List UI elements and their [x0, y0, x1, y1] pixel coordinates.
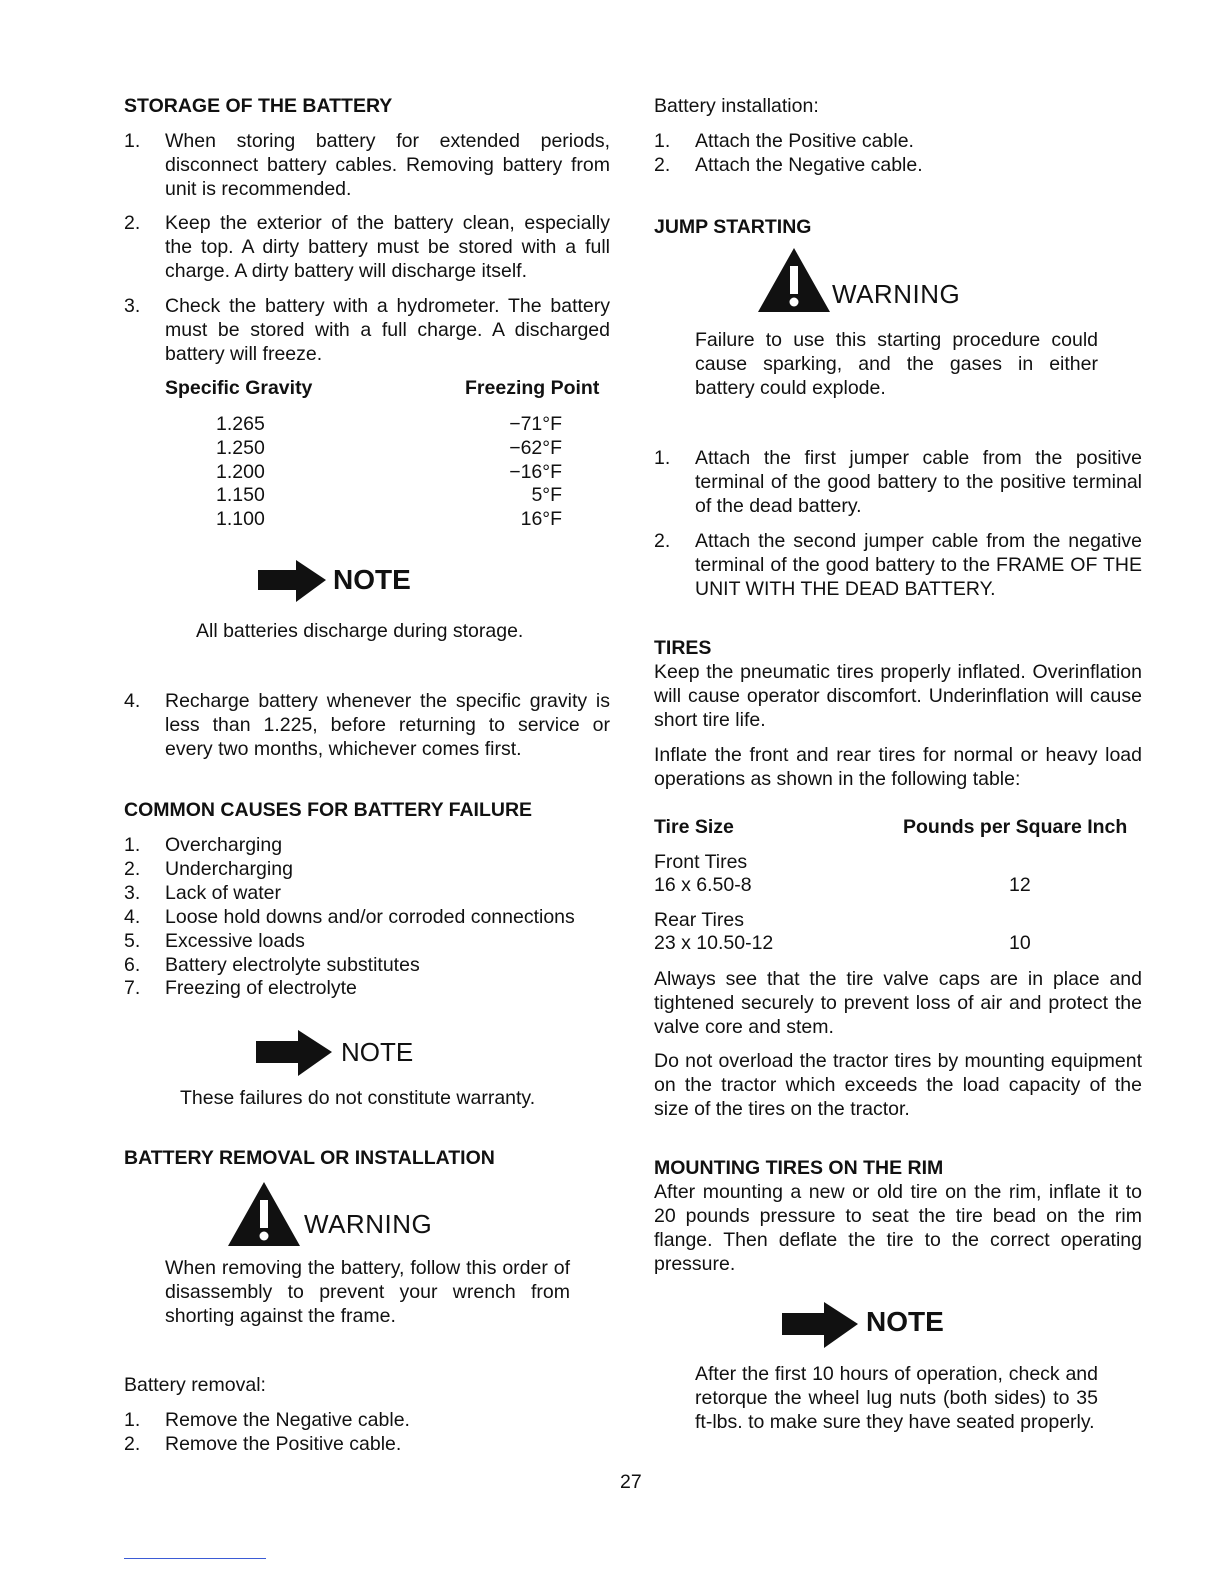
storage-heading: STORAGE OF THE BATTERY	[124, 95, 393, 117]
note-label: NOTE	[866, 1306, 944, 1337]
storage-note-text: All batteries discharge during storage.	[196, 620, 524, 642]
causes-note-text: These failures do not constitute warranty.	[180, 1087, 536, 1109]
tires-para-1: Keep the pneumatic tires properly inflated. Overinflation will cause operator discomfort. Underinflation will cause short tire life.	[654, 661, 1142, 731]
rear-tires-label: Rear Tires	[654, 909, 744, 931]
left-column: STORAGE OF THE BATTERY 1. When storing battery for extended periods, disconnect battery cables. Removing battery from unit is recommended. 2. Keep the exterior of the battery clean, especially the top. A dirty battery must be stored with a full charge. A dirty battery will discharge itself. 3. Check the battery with a hydrometer. The battery must be stored with a full charge. A discharged battery will freeze. Specific Gravity Freezing Point 1.265 −71°F 1.250 −62°F 1.200 −16°F 1.150 5°F 1.100 16°F NOTE All batteries discharge during storage. 4. Recharge battery whenever the specific gravity is less than 1.225, before returning to service or every two months, whichever comes first. COMMON CAUSES FOR BATTERY FAILURE 1. Overcharging 2. Undercharging 3. Lack of water 4. Loose hold downs and/or corroded connections 5. Excessive loads 6. Battery electrolyte substitutes 7. Freezing of electrolyte NOTE These failures do not constitute warranty. BATTERY REMOVAL OR INSTALLATION WARNING When removing the battery, follow this order of disassembly to prevent your wrench from shorting against the frame. Battery removal: 1. Remove the Negative cable. 2. Remove the Positive cable.	[124, 95, 610, 1455]
jump-step-1-text: Attach the first jumper cable from the positive terminal of the good battery to the positive terminal of the dead battery.	[695, 447, 1142, 517]
warning-label: WARNING	[304, 1209, 433, 1239]
storage-item-4-text: Recharge battery whenever the specific gravity is less than 1.225, before returning to service or every two months, whichever comes first.	[165, 690, 610, 760]
removal-heading: BATTERY REMOVAL OR INSTALLATION	[124, 1147, 495, 1169]
rear-tires-size: 23 x 10.50-12	[654, 932, 774, 954]
warning-triangle-icon	[226, 1180, 302, 1248]
mounting-note-text: After the first 10 hours of operation, check and retorque the wheel lug nuts (both sides) to 35 ft-lbs. to make sure they have seated properly.	[695, 1363, 1098, 1433]
causes-heading: COMMON CAUSES FOR BATTERY FAILURE	[124, 799, 533, 821]
tires-heading: TIRES	[654, 637, 712, 659]
removal-warning-text: When removing the battery, follow this order of disassembly to prevent your wrench from shorting against the frame.	[165, 1257, 570, 1327]
tires-para-3: Always see that the tire valve caps are in place and tightened securely to prevent loss of air and protect the valve core and stem.	[654, 968, 1142, 1038]
front-tires-label: Front Tires	[654, 851, 748, 873]
arrow-note-icon	[256, 1028, 336, 1078]
storage-item-3-text: Check the battery with a hydrometer. The battery must be stored with a full charge. A discharged battery will freeze.	[165, 295, 610, 365]
jump-warning-text: Failure to use this starting procedure could cause sparking, and the gases in either battery could explode.	[695, 329, 1098, 399]
note-label: NOTE	[333, 564, 411, 595]
footer-rule	[124, 1558, 266, 1559]
tire-size-header: Tire Size	[654, 816, 734, 838]
right-column: Battery installation: 1. Attach the Positive cable. 2. Attach the Negative cable. JUMP STARTING WARNING Failure to use this starting procedure could cause sparking, and the gases in either battery could explode. 1. Attach the first jumper cable from the positive terminal of the good battery to the positive terminal of the dead battery. 2. Attach the second jumper cable from the negative terminal of the good battery to the FRAME OF THE UNIT WITH THE DEAD BATTERY. TIRES Keep the pneumatic tires properly inflated. Overinflation will cause operator discomfort. Underinflation will cause short tire life. Inflate the front and rear tires for normal or heavy load operations as shown in the following table: Tire Size Pounds per Square Inch Front Tires 16 x 6.50-8 12 Rear Tires 23 x 10.50-12 10 Always see that the tire valve caps are in place and tightened securely to prevent loss of air and protect the valve core and stem. Do not overload the tractor tires by mounting equipment on the tractor which exceeds the load capacity of the size of the tires on the tractor. MOUNTING TIRES ON THE RIM After mounting a new or old tire on the rim, inflate it to 20 pounds pressure to seat the tire bead on the rim flange. Then deflate the tire to the correct operating pressure. NOTE After the first 10 hours of operation, check and retorque the wheel lug nuts (both sides) to 35 ft-lbs. to make sure they have seated properly.	[654, 95, 1142, 1433]
warning-label: WARNING	[832, 279, 961, 309]
arrow-note-icon	[258, 558, 328, 604]
gravity-header: Specific Gravity	[165, 377, 313, 399]
jump-warning	[756, 246, 996, 316]
tires-para-4: Do not overload the tractor tires by mounting equipment on the tractor which exceeds the load capacity of the size of the tires on the tractor.	[654, 1050, 1142, 1120]
causes-note	[256, 1028, 456, 1076]
front-tires-size: 16 x 6.50-8	[654, 874, 752, 896]
page-number: 27	[620, 1471, 642, 1493]
install-label: Battery installation:	[654, 95, 819, 117]
tires-para-2: Inflate the front and rear tires for normal or heavy load operations as shown in the following table:	[654, 744, 1142, 790]
removal-warning	[226, 1180, 466, 1250]
storage-note	[258, 558, 458, 606]
storage-item-2-text: Keep the exterior of the battery clean, especially the top. A dirty battery must be stored with a full charge. A dirty battery will discharge itself.	[165, 212, 610, 282]
note-label: NOTE	[341, 1037, 414, 1067]
jump-step-2-text: Attach the second jumper cable from the negative terminal of the good battery to the FRAME OF THE UNIT WITH THE DEAD BATTERY.	[695, 530, 1142, 600]
psi-header: Pounds per Square Inch	[903, 816, 1128, 838]
mounting-heading: MOUNTING TIRES ON THE RIM	[654, 1157, 944, 1179]
mounting-note	[782, 1300, 982, 1350]
storage-item-1-text: When storing battery for extended periods, disconnect battery cables. Removing battery from unit is recommended.	[165, 130, 610, 200]
freezing-header: Freezing Point	[465, 377, 600, 399]
removal-label: Battery removal:	[124, 1374, 266, 1396]
front-tires-psi: 12	[1009, 874, 1031, 896]
warning-triangle-icon	[756, 246, 832, 314]
rear-tires-psi: 10	[1009, 932, 1031, 954]
arrow-note-icon	[782, 1300, 862, 1350]
mounting-text: After mounting a new or old tire on the rim, inflate it to 20 pounds pressure to seat the tire bead on the rim flange. Then deflate the tire to the correct operating pressure.	[654, 1181, 1142, 1275]
jump-heading: JUMP STARTING	[654, 216, 812, 238]
